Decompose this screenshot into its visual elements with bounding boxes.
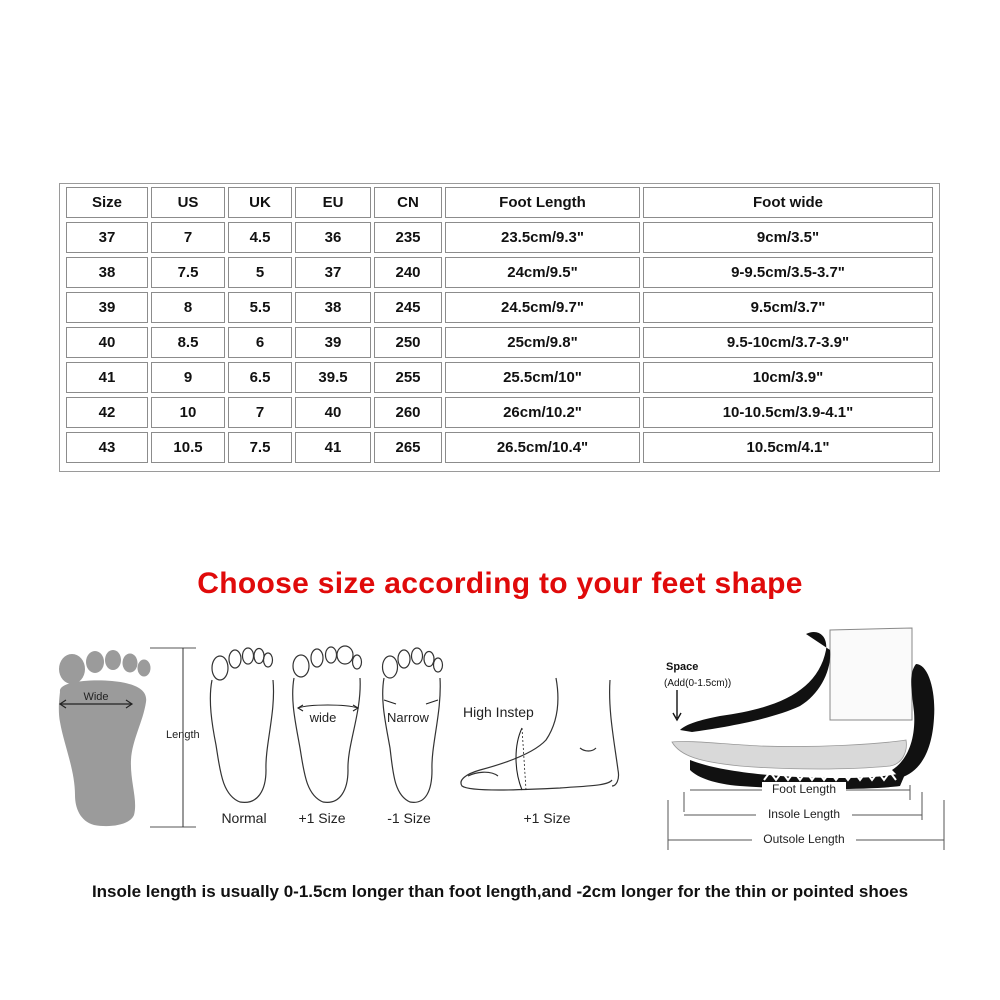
caption-wide: +1 Size xyxy=(298,810,346,826)
table-header-cell: US xyxy=(151,187,225,218)
table-cell: 8 xyxy=(151,292,225,323)
headline: Choose size according to your feet shape xyxy=(197,567,803,600)
narrow-foot-icon xyxy=(383,648,443,802)
table-cell: 9cm/3.5" xyxy=(643,222,933,253)
table-cell: 42 xyxy=(66,397,148,428)
space-label: Space xyxy=(666,661,699,673)
table-cell: 5 xyxy=(228,257,292,288)
caption-instep: +1 Size xyxy=(523,810,571,826)
table-cell: 9 xyxy=(151,362,225,393)
table-cell: 240 xyxy=(374,257,442,288)
table-cell: 265 xyxy=(374,432,442,463)
table-cell: 36 xyxy=(295,222,371,253)
table-cell: 250 xyxy=(374,327,442,358)
table-cell: 25cm/9.8" xyxy=(445,327,640,358)
table-cell: 37 xyxy=(295,257,371,288)
table-cell: 37 xyxy=(66,222,148,253)
table-cell: 39 xyxy=(295,327,371,358)
table-cell: 10.5 xyxy=(151,432,225,463)
table-cell: 25.5cm/10" xyxy=(445,362,640,393)
table-cell: 4.5 xyxy=(228,222,292,253)
table-cell: 41 xyxy=(295,432,371,463)
table-cell: 39.5 xyxy=(295,362,371,393)
caption-narrow: -1 Size xyxy=(387,810,431,826)
outsole-length-label: Outsole Length xyxy=(763,832,845,846)
insole-length-label: Insole Length xyxy=(767,807,841,821)
table-cell: 255 xyxy=(374,362,442,393)
table-cell: 245 xyxy=(374,292,442,323)
table-cell: 7.5 xyxy=(151,257,225,288)
table-cell: 23.5cm/9.3" xyxy=(445,222,640,253)
table-header-cell: Foot wide xyxy=(643,187,933,218)
high-instep-foot-icon xyxy=(461,678,619,790)
table-cell: 7.5 xyxy=(228,432,292,463)
table-cell: 6.5 xyxy=(228,362,292,393)
table-cell: 8.5 xyxy=(151,327,225,358)
table-cell: 41 xyxy=(66,362,148,393)
length-label: Length xyxy=(166,729,200,741)
table-header-cell: Foot Length xyxy=(445,187,640,218)
table-cell: 6 xyxy=(228,327,292,358)
table-header-cell: Size xyxy=(66,187,148,218)
wide-label: Wide xyxy=(83,691,109,703)
table-cell: 39 xyxy=(66,292,148,323)
table-cell: 7 xyxy=(151,222,225,253)
gray-foot-icon xyxy=(59,650,151,826)
table-cell: 10-10.5cm/3.9-4.1" xyxy=(643,397,933,428)
foot-length-label: Foot Length xyxy=(771,782,837,796)
table-header-cell: UK xyxy=(228,187,292,218)
wide-marker-label: wide xyxy=(309,710,337,725)
table-cell: 40 xyxy=(66,327,148,358)
measure-foot-diagram xyxy=(59,648,200,827)
table-cell: 9-9.5cm/3.5-3.7" xyxy=(643,257,933,288)
table-header-cell: EU xyxy=(295,187,371,218)
high-instep-title: High Instep xyxy=(463,704,534,720)
narrow-marker-label: Narrow xyxy=(387,710,429,725)
table-cell: 260 xyxy=(374,397,442,428)
table-cell: 10 xyxy=(151,397,225,428)
table-cell: 24cm/9.5" xyxy=(445,257,640,288)
table-cell: 10.5cm/4.1" xyxy=(643,432,933,463)
table-cell: 24.5cm/9.7" xyxy=(445,292,640,323)
caption-normal: Normal xyxy=(221,810,267,826)
table-cell: 9.5-10cm/3.7-3.9" xyxy=(643,327,933,358)
table-cell: 43 xyxy=(66,432,148,463)
table-cell: 10cm/3.9" xyxy=(643,362,933,393)
table-cell: 9.5cm/3.7" xyxy=(643,292,933,323)
space-note: (Add(0-1.5cm)) xyxy=(664,678,732,689)
table-cell: 38 xyxy=(66,257,148,288)
table-cell: 7 xyxy=(228,397,292,428)
table-cell: 38 xyxy=(295,292,371,323)
table-cell: 26cm/10.2" xyxy=(445,397,640,428)
normal-foot-icon xyxy=(210,648,273,802)
table-cell: 235 xyxy=(374,222,442,253)
table-cell: 26.5cm/10.4" xyxy=(445,432,640,463)
footer-note: Insole length is usually 0-1.5cm longer than foot length,and -2cm longer for the thin or pointed shoes xyxy=(91,882,909,901)
table-cell: 5.5 xyxy=(228,292,292,323)
table-header-cell: CN xyxy=(374,187,442,218)
table-cell: 40 xyxy=(295,397,371,428)
